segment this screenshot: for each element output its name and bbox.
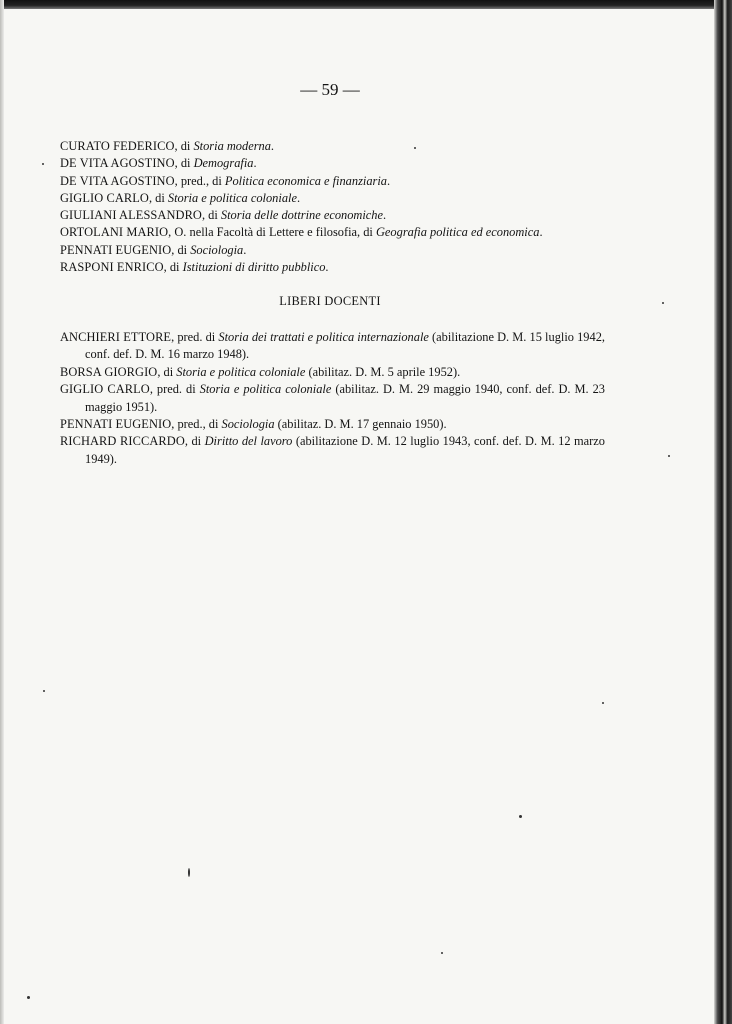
page-number: — 59 —: [300, 80, 360, 99]
docente-entry: PENNATI EUGENIO, pred., di Sociologia (abilitaz. D. M. 17 gennaio 1950).: [60, 417, 447, 432]
page-left-edge: [0, 0, 4, 1024]
scan-speck: [519, 815, 522, 818]
scan-speck: [42, 163, 44, 165]
scan-speck: [43, 690, 45, 692]
faculty-entry: RASPONI ENRICO, di Istituzioni di diritto pubblico.: [60, 260, 329, 275]
docente-entry: RICHARD RICCARDO, di Diritto del lavoro (abilitazione D. M. 12 luglio 1943, conf. def. D. M. 12 marzo 1949).: [60, 434, 606, 466]
scan-speck: [668, 455, 670, 457]
faculty-entry: GIULIANI ALESSANDRO, di Storia delle dottrine economiche.: [60, 208, 387, 223]
scan-speck: [27, 996, 30, 999]
docente-entry: ANCHIERI ETTORE, pred. di Storia dei trattati e politica internazionale (abilitazione D. M. 15 luglio 1942, conf. def. D. M. 16 marzo 1948).: [60, 330, 605, 362]
faculty-entry: PENNATI EUGENIO, di Sociologia.: [60, 242, 247, 257]
scan-speck: [414, 147, 416, 149]
faculty-entry: DE VITA AGOSTINO, di Demografia.: [60, 156, 257, 171]
docente-entry: BORSA GIORGIO, di Storia e politica coloniale (abilitaz. D. M. 5 aprile 1952).: [60, 364, 461, 379]
faculty-entry: DE VITA AGOSTINO, pred., di Politica economica e finanziaria.: [60, 173, 391, 188]
faculty-entry: ORTOLANI MARIO, O. nella Facoltà di Lettere e filosofia, di Geografia politica ed economica.: [60, 225, 543, 240]
scan-speck: [602, 702, 604, 704]
scan-speck: [188, 868, 190, 877]
faculty-entry: GIGLIO CARLO, di Storia e politica coloniale.: [60, 190, 301, 205]
page-top-shadow: [0, 0, 732, 9]
section-heading-liberi-docenti: LIBERI DOCENTI: [279, 294, 381, 308]
docente-entry: GIGLIO CARLO, pred. di Storia e politica coloniale (abilitaz. D. M. 29 maggio 1940, conf. def. D. M. 23 maggio 1951).: [60, 382, 605, 414]
scan-speck: [662, 302, 664, 304]
liberi-docenti-list: [60, 329, 605, 468]
faculty-list: [60, 138, 620, 276]
scan-speck: [441, 952, 443, 954]
book-binding-edge: [714, 0, 732, 1024]
faculty-entry: CURATO FEDERICO, di Storia moderna.: [60, 139, 275, 153]
